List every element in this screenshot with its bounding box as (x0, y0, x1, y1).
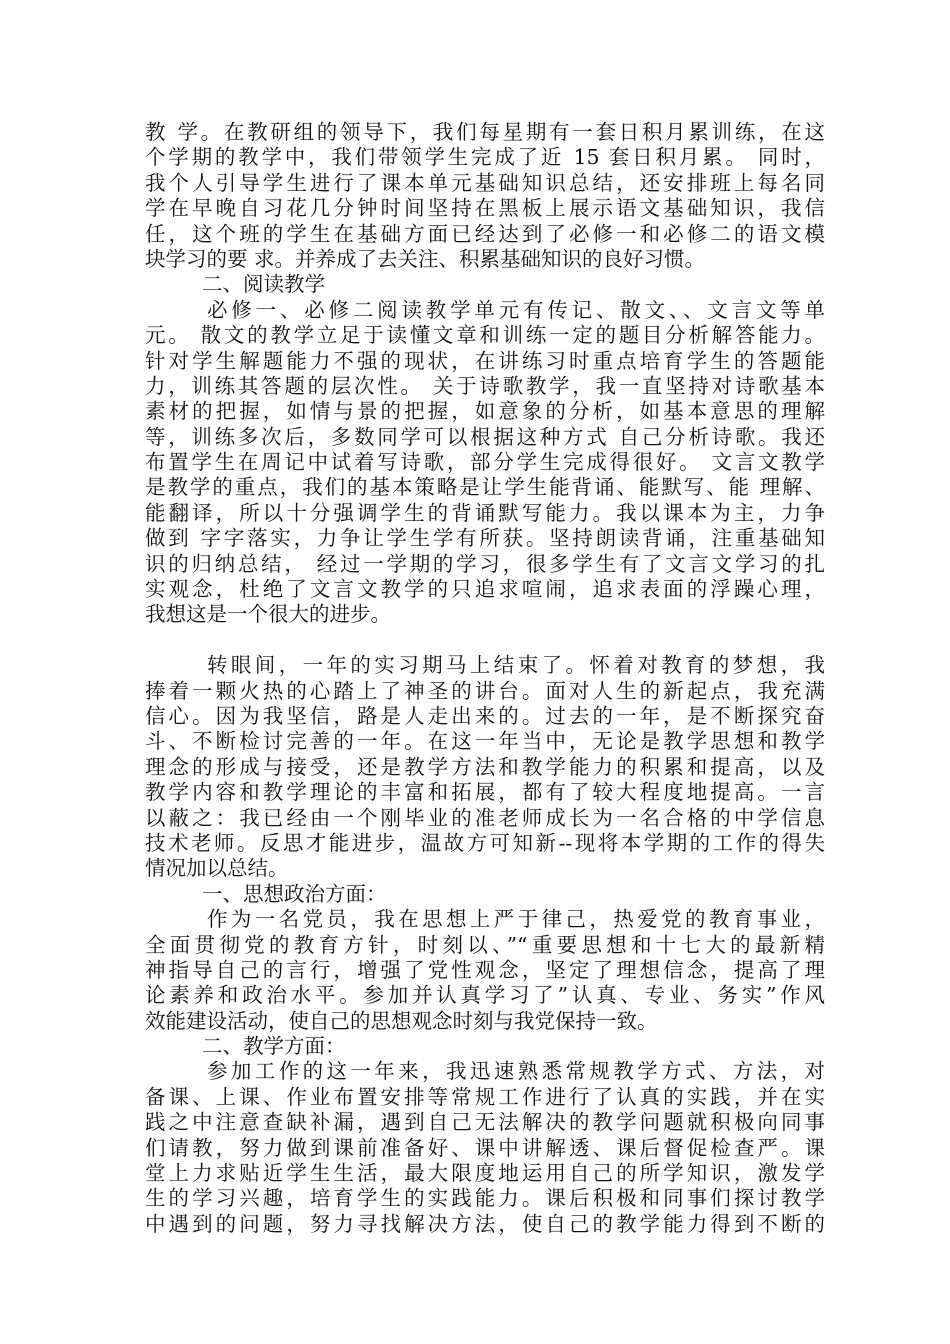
text-line: 教 学。在教研组的领导下，我们每星期有一套日积月累训练，在这 (145, 120, 825, 144)
text-line: 备课、上课、作业布置安排等常规工作进行了认真的实践，并在实 (145, 1084, 825, 1109)
text-line: 布置学生在周记中试着写诗歌，部分学生完成得很好。 文言文教学 (145, 450, 825, 475)
text-line: 理念的形成与接受，还是教学方法和教学能力的积累和提高，以及 (145, 754, 825, 779)
section-heading: 二、阅读教学 (202, 272, 325, 297)
text-line: 转眼间，一年的实习期马上结束了。怀着对教育的梦想，我 (207, 653, 825, 678)
text-line: 能翻译，所以十分强调学生的背诵默写能力。我以课本为主，力争 (145, 500, 825, 525)
text-line: 是教学的重点，我们的基本策略是让学生能背诵、能默写、能 理解、 (145, 475, 825, 500)
blank-line (145, 628, 825, 653)
text-line: 践之中注意查缺补漏，遇到自己无法解决的教学问题就积极向同事 (145, 1110, 825, 1135)
text-line: 斗、不断检讨完善的一年。在这一年当中，无论是教学思想和教学 (145, 729, 825, 754)
text-line: 技术老师。反思才能进步，温故方可知新--现将本学期的工作的得失 (145, 830, 825, 855)
text-line: 参加工作的这一年来，我迅速熟悉常规教学方式、方法，对 (207, 1059, 825, 1084)
text-line: 神指导自己的言行，增强了党性观念，坚定了理想信念，提高了理 (145, 957, 825, 982)
text-line: 生的学习兴趣，培育学生的实践能力。课后积极和同事们探讨教学 (145, 1186, 825, 1211)
text-line: 块学习的要 求。并养成了去关注、积累基础知识的良好习惯。 (145, 246, 706, 271)
text-line: 信心。因为我坚信，路是人走出来的。过去的一年，是不断探究奋 (145, 703, 825, 728)
document-body (145, 120, 825, 1237)
text-line: 中遇到的问题，努力寻找解决方法，使自己的教学能力得到不断的 (145, 1211, 825, 1236)
text-line: 我个人引导学生进行了课本单元基础知识总结，还安排班上每名同 (145, 170, 825, 195)
text-line: 论素养和政治水平。参加并认真学习了”认真、专业、务实”作风 (145, 983, 825, 1008)
text-line: 情况加以总结。 (145, 856, 289, 881)
text-line: 全面贯彻党的教育方针，时刻以、”“重要思想和十七大的最新精 (145, 932, 825, 957)
text-line: 素材的把握，如情与景的把握，如意象的分析，如基本意思的理解 (145, 399, 825, 424)
text-line: 实观念，杜绝了文言文教学的只追求喧闹，追求表面的浮躁心理， (145, 577, 825, 602)
text-line: 做到 字字落实，力争让学生学有所获。坚持朗读背诵，注重基础知 (145, 526, 825, 551)
text-line: 任，这个班的学生在基础方面已经达到了必修一和必修二的语文模 (145, 221, 825, 246)
text-line: 个学期的教学中，我们带领学生完成了近 15 套日积月累。 同时， (145, 145, 825, 170)
text-line: 必修一、必修二阅读教学单元有传记、散文、、文言文等单 (207, 297, 825, 322)
text-line: 我想这是一个很大的进步。 (145, 602, 391, 627)
section-heading: 一、思想政治方面： (202, 881, 387, 906)
text-line: 们请教，努力做到课前准备好、课中讲解透、课后督促检查严。课 (145, 1135, 825, 1160)
text-line: 针对学生解题能力不强的现状，在讲练习时重点培育学生的答题能 (145, 348, 825, 373)
text-line: 以蔽之：我已经由一个刚毕业的准老师成长为一名合格的中学信息 (145, 805, 825, 830)
section-heading: 二、教学方面： (202, 1034, 346, 1059)
text-line: 等，训练多次后，多数同学可以根据这种方式 自己分析诗歌。我还 (145, 424, 825, 449)
text-line: 学在早晚自习花几分钟时间坚持在黑板上展示语文基础知识，我信 (145, 196, 825, 221)
text-line: 识的归纳总结， 经过一学期的学习，很多学生有了文言文学习的扎 (145, 551, 825, 576)
text-line: 元。 散文的教学立足于读懂文章和训练一定的题目分析解答能力。 (145, 323, 825, 348)
text-line: 堂上力求贴近学生生活，最大限度地运用自己的所学知识，激发学 (145, 1161, 825, 1186)
text-line: 作为一名党员，我在思想上严于律己，热爱党的教育事业， (207, 907, 825, 932)
text-line: 力，训练其答题的层次性。 关于诗歌教学，我一直坚持对诗歌基本 (145, 373, 825, 398)
text-line: 教学内容和教学理论的丰富和拓展，都有了较大程度地提高。一言 (145, 780, 825, 805)
text-line: 效能建设活动，使自己的思想观念时刻与我党保持一致。 (145, 1008, 658, 1033)
text-line: 捧着一颗火热的心踏上了神圣的讲台。面对人生的新起点，我充满 (145, 678, 825, 703)
